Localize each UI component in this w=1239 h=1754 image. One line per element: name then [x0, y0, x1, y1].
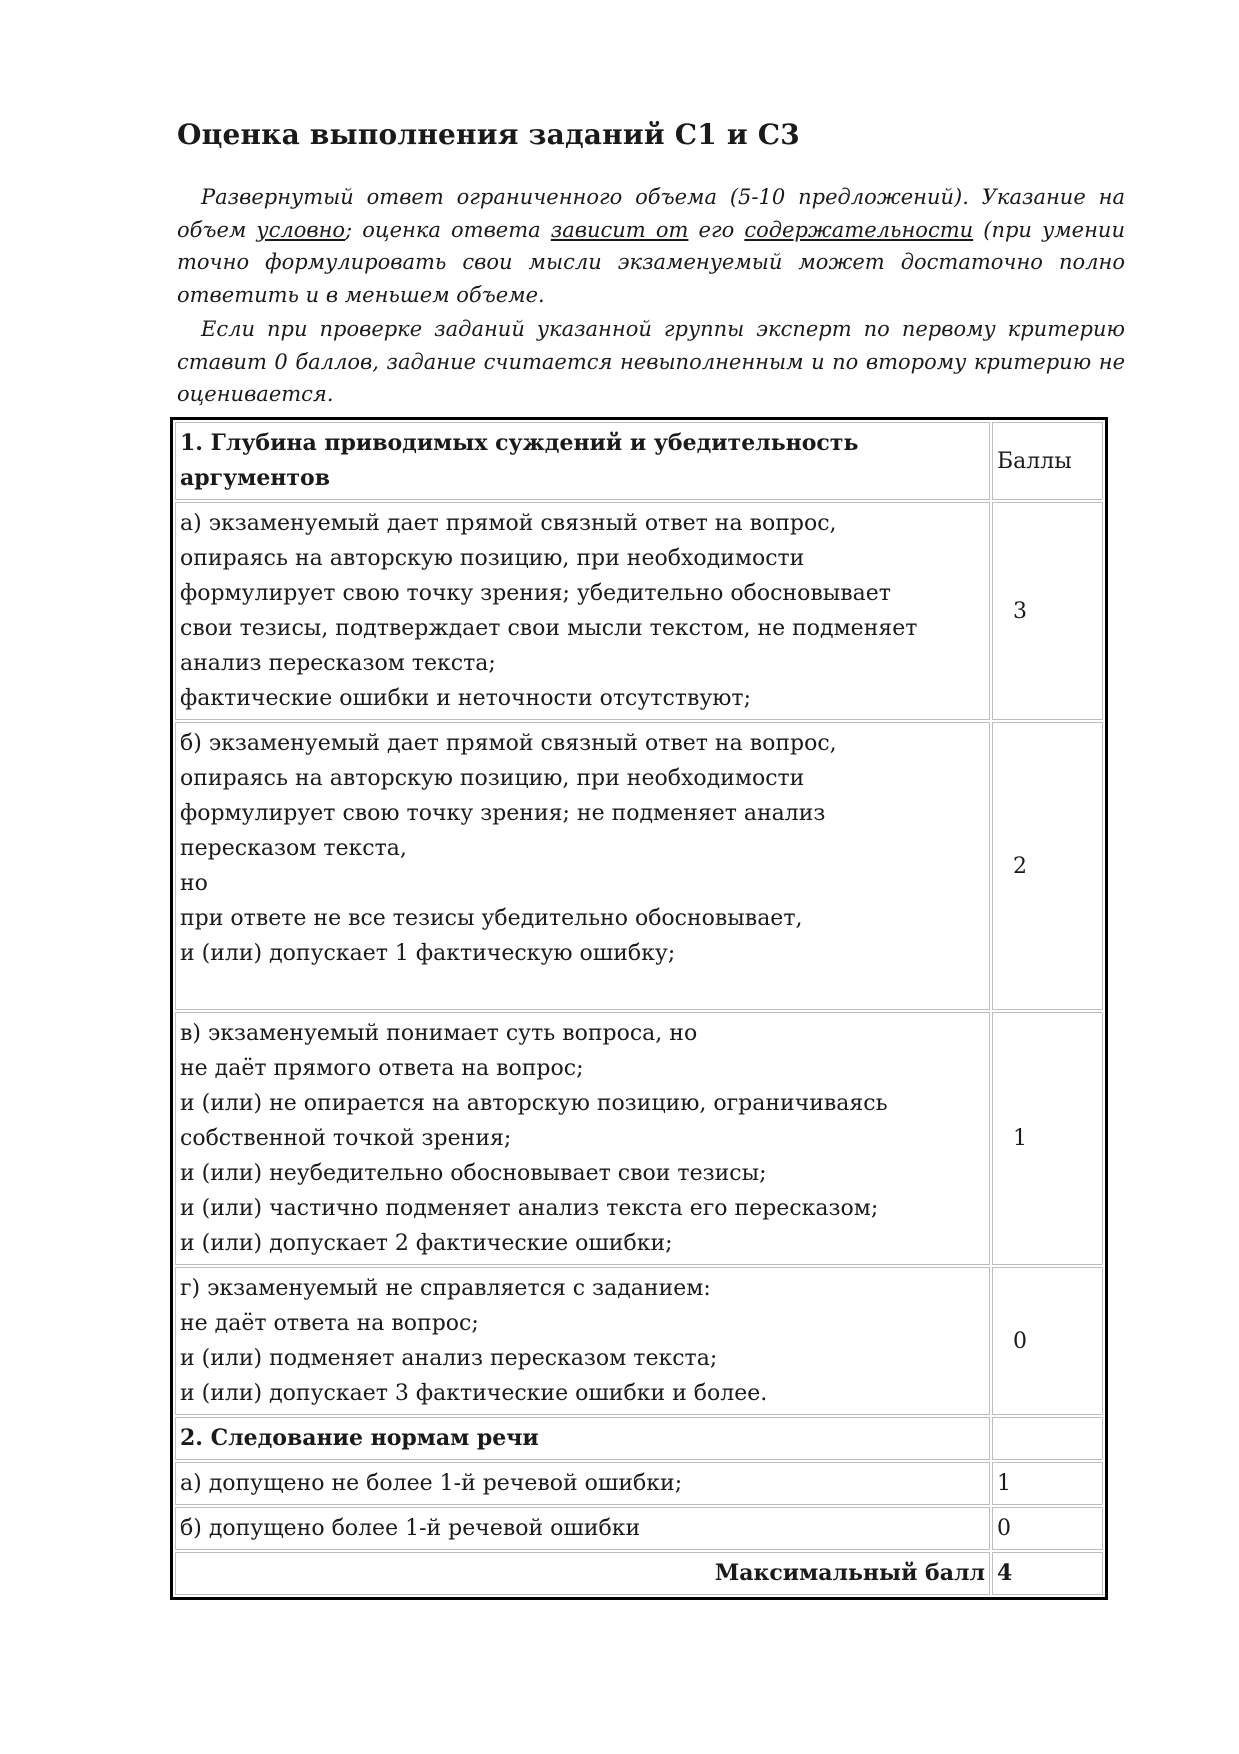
intro-text — [177, 181, 1125, 411]
max-score-value: 4 — [992, 1552, 1103, 1595]
criterion-1-row-c — [175, 1012, 1103, 1265]
criterion-2-title: 2. Следование нормам речи — [175, 1417, 990, 1460]
criterion-2-row-b — [175, 1507, 1103, 1550]
table-line: не даёт прямого ответа на вопрос; — [180, 1056, 584, 1081]
table-line: не даёт ответа на вопрос; — [180, 1311, 479, 1336]
table-line: опираясь на авторскую позицию, при необходимости — [180, 766, 805, 791]
table-line: пересказом текста, — [180, 836, 407, 861]
criterion-1-row-b-score: 2 — [992, 722, 1103, 1010]
table-line: и (или) допускает 1 фактическую ошибку; — [180, 941, 676, 966]
intro-paragraph-1 — [177, 181, 1125, 311]
intro-p1-part-e: его — [688, 217, 745, 242]
table-line: и (или) подменяет анализ пересказом текста; — [180, 1346, 718, 1371]
criterion-1-row-a-score: 3 — [992, 502, 1103, 720]
table-line: формулирует свою точку зрения; не подменяет анализ — [180, 801, 826, 826]
criterion-1-row-c-score: 1 — [992, 1012, 1103, 1265]
table-line: свои тезисы, подтверждает свои мысли текстом, не подменяет — [180, 616, 918, 641]
table-line: и (или) неубедительно обосновывает свои тезисы; — [180, 1161, 767, 1186]
criterion-1-row-b-text — [175, 722, 990, 1010]
table-line: при ответе не все тезисы убедительно обосновывает, — [180, 906, 803, 931]
criterion-1-row-d-score: 0 — [992, 1267, 1103, 1415]
criterion-1-title: 1. Глубина приводимых суждений и убедительность аргументов — [175, 422, 990, 500]
criterion-1-row-c-text — [175, 1012, 990, 1265]
table-line: опираясь на авторскую позицию, при необходимости — [180, 546, 805, 571]
criterion-1-row-b — [175, 722, 1103, 1010]
intro-p1-underlined-content: содержательности — [744, 217, 974, 242]
criteria-table — [170, 417, 1108, 1600]
table-line: формулирует свою точку зрения; убедительно обосновывает — [180, 581, 891, 606]
document-page — [177, 118, 1125, 411]
page-title: Оценка выполнения заданий С1 и С3 — [177, 118, 800, 151]
criterion-1-row-a-text — [175, 502, 990, 720]
table-line: а) экзаменуемый дает прямой связный ответ на вопрос, — [180, 511, 837, 536]
intro-p1-part-a: Развернутый ответ ограниченного объема (5-10 предложений). Указание на объем — [177, 185, 1125, 242]
intro-p1-part-g: (при умении точно формулировать свои мысли экзаменуемый может достаточно полно ответить и в меньшем объеме. — [177, 217, 1125, 307]
criterion-2-row-a-score: 1 — [992, 1462, 1103, 1505]
table-line: и (или) допускает 2 фактические ошибки; — [180, 1231, 673, 1256]
score-column-header: Баллы — [992, 422, 1103, 500]
table-line: фактические ошибки и неточности отсутствуют; — [180, 686, 752, 711]
intro-p1-part-c: ; оценка ответа — [345, 217, 551, 242]
criterion-1-row-a — [175, 502, 1103, 720]
intro-paragraph-2: Если при проверке заданий указанной группы эксперт по первому критерию ставит 0 баллов, задание считается невыполненным и по второму критерию не оценивается. — [177, 317, 1125, 406]
table-line: г) экзаменуемый не справляется с заданием: — [180, 1276, 711, 1301]
table-line: б) экзаменуемый дает прямой связный ответ на вопрос, — [180, 731, 837, 756]
criterion-1-header-row — [175, 422, 1103, 500]
criterion-2-header-row — [175, 1417, 1103, 1460]
criterion-2-row-b-score: 0 — [992, 1507, 1103, 1550]
max-score-label: Максимальный балл — [175, 1552, 990, 1595]
intro-p1-underlined-conditional: условно — [256, 217, 346, 242]
criterion-2-row-a — [175, 1462, 1103, 1505]
table-line: анализ пересказом текста; — [180, 651, 496, 676]
max-score-row — [175, 1552, 1103, 1595]
criterion-1-row-d — [175, 1267, 1103, 1415]
table-line-spacer — [180, 971, 986, 1006]
criterion-2-row-b-text: б) допущено более 1-й речевой ошибки — [175, 1507, 990, 1550]
table-line: собственной точкой зрения; — [180, 1126, 512, 1151]
table-line: и (или) не опирается на авторскую позицию, ограничиваясь — [180, 1091, 888, 1116]
criterion-1-row-d-text — [175, 1267, 990, 1415]
criterion-2-row-a-text: а) допущено не более 1-й речевой ошибки; — [175, 1462, 990, 1505]
criterion-2-header-empty-cell — [992, 1417, 1103, 1460]
table-line: и (или) допускает 3 фактические ошибки и более. — [180, 1381, 768, 1406]
table-line: но — [180, 871, 208, 896]
table-line: в) экзаменуемый понимает суть вопроса, но — [180, 1021, 698, 1046]
intro-p1-underlined-depends: зависит от — [550, 217, 689, 242]
table-line: и (или) частично подменяет анализ текста его пересказом; — [180, 1196, 879, 1221]
